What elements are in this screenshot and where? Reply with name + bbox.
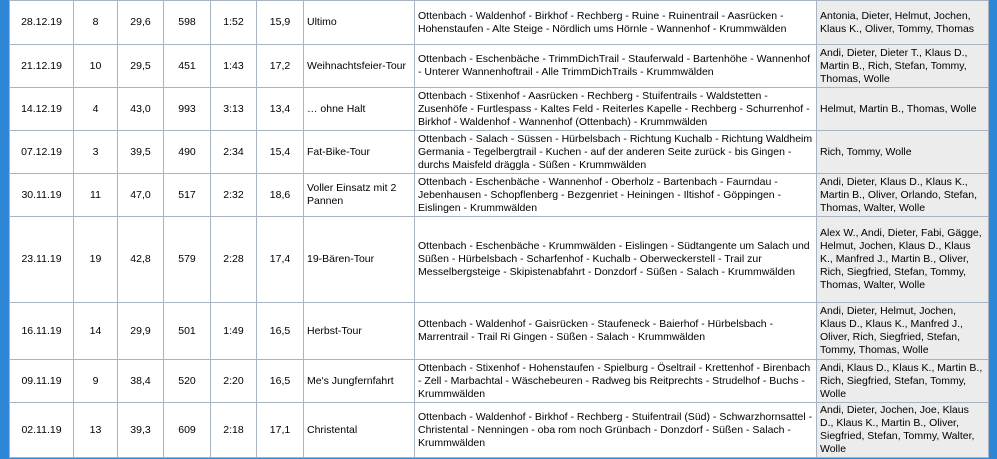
participants-cell: 8	[74, 1, 118, 45]
elevation-cell: 451	[164, 45, 211, 88]
riders-cell: Andi, Dieter, Dieter T., Klaus D., Martin B., Rich, Stefan, Tommy, Thomas, Wolle	[817, 45, 989, 88]
speed-cell: 15,9	[257, 1, 304, 45]
participants-cell: 9	[74, 360, 118, 403]
route-cell: Ottenbach - Eschenbäche - TrimmDichTrail - Stauferwald - Bartenhöhe - Wannenhof - Unterer Wannenhoftrail - Alle TrimmDichTrails - Krummwälden	[415, 45, 817, 88]
elevation-cell: 579	[164, 217, 211, 303]
table-row	[10, 1, 989, 45]
route-cell: Ottenbach - Stixenhof - Hohenstaufen - Spielburg - Öseltrail - Krettenhof - Birenbach - Zell - Marbachtal - Wäschebeuren - Radweg bis Reitprechts - Strudelhof - Buchs - Krummwälden	[415, 360, 817, 403]
title-cell: Weihnachtsfeier-Tour	[304, 45, 415, 88]
date-cell: 16.11.19	[10, 303, 74, 360]
riders-cell: Andi, Dieter, Helmut, Jochen, Klaus D., Klaus K., Manfred J., Oliver, Rich, Siegfried, Stefan, Tommy, Thomas, Wolle	[817, 303, 989, 360]
riders-cell: Helmut, Martin B., Thomas, Wolle	[817, 88, 989, 131]
distance-cell: 43,0	[118, 88, 164, 131]
speed-cell: 16,5	[257, 303, 304, 360]
date-cell: 23.11.19	[10, 217, 74, 303]
elevation-cell: 501	[164, 303, 211, 360]
route-cell: Ottenbach - Waldenhof - Gaisrücken - Staufeneck - Baierhof - Hürbelsbach - Marrentrail - Trail Ri Gingen - Süßen - Salach - Krummwälden	[415, 303, 817, 360]
route-cell: Ottenbach - Salach - Süssen - Hürbelsbach - Richtung Kuchalb - Richtung Waldheim Germania - Tegelbergtrail - Kuchen - auf der anderen Seite zurück - bis Gingen - durchs Maisfeld dräggla - Süßen - Krummwälden	[415, 131, 817, 174]
distance-cell: 42,8	[118, 217, 164, 303]
riders-cell: Andi, Dieter, Jochen, Joe, Klaus D., Klaus K., Martin B., Oliver, Siegfried, Stefan, Tommy, Walter, Wolle	[817, 403, 989, 458]
route-cell: Ottenbach - Stixenhof - Aasrücken - Rechberg - Stuifentrails - Waldstetten - Zusenhöfe - Furtlespass - Kaltes Feld - Reiterles Kapelle - Rechberg - Schurrenhof - Birkhof - Waldenhof - Wannenhof (Ottenbach) - Krummwälden	[415, 88, 817, 131]
duration-cell: 2:34	[211, 131, 257, 174]
duration-cell: 2:32	[211, 174, 257, 217]
speed-cell: 16,5	[257, 360, 304, 403]
elevation-cell: 598	[164, 1, 211, 45]
route-cell: Ottenbach - Waldenhof - Birkhof - Rechberg - Stuifentrail (Süd) - Schwarzhornsattel - Christental - Nenningen - oba rom noch Grünbach - Donzdorf - Süßen - Salach - Krummwälden	[415, 403, 817, 458]
distance-cell: 39,3	[118, 403, 164, 458]
duration-cell: 1:49	[211, 303, 257, 360]
riders-cell: Andi, Dieter, Klaus D., Klaus K., Martin B., Oliver, Orlando, Stefan, Thomas, Walter, Wolle	[817, 174, 989, 217]
title-cell: Ultimo	[304, 1, 415, 45]
title-cell: … ohne Halt	[304, 88, 415, 131]
elevation-cell: 490	[164, 131, 211, 174]
distance-cell: 29,6	[118, 1, 164, 45]
route-cell: Ottenbach - Eschenbäche - Wannenhof - Oberholz - Bartenbach - Faurndau - Jebenhausen - Schopflenberg - Bezgenriet - Heiningen - Iltishof - Göppingen - Eislingen - Krummwälden	[415, 174, 817, 217]
riders-cell: Antonia, Dieter, Helmut, Jochen, Klaus K., Oliver, Tommy, Thomas	[817, 1, 989, 45]
table-row	[10, 45, 989, 88]
participants-cell: 11	[74, 174, 118, 217]
date-cell: 07.12.19	[10, 131, 74, 174]
participants-cell: 4	[74, 88, 118, 131]
duration-cell: 1:52	[211, 1, 257, 45]
speed-cell: 17,1	[257, 403, 304, 458]
table-body	[10, 1, 989, 458]
participants-cell: 3	[74, 131, 118, 174]
table-row	[10, 403, 989, 458]
table-row	[10, 174, 989, 217]
route-cell: Ottenbach - Eschenbäche - Krummwälden - Eislingen - Südtangente um Salach und Süßen - Hürbelsbach - Scharfenhof - Kuchalb - Oberweckerstell - Trail zur Messelbergsteige - Skipistenabfahrt - Donzdorf - Süßen - Salach - Krummwälden	[415, 217, 817, 303]
table-row	[10, 131, 989, 174]
participants-cell: 14	[74, 303, 118, 360]
table-row	[10, 303, 989, 360]
title-cell: Fat-Bike-Tour	[304, 131, 415, 174]
title-cell: 19-Bären-Tour	[304, 217, 415, 303]
tour-log-table	[9, 0, 989, 458]
title-cell: Me's Jungfernfahrt	[304, 360, 415, 403]
duration-cell: 2:28	[211, 217, 257, 303]
distance-cell: 39,5	[118, 131, 164, 174]
riders-cell: Andi, Klaus D., Klaus K., Martin B., Rich, Siegfried, Stefan, Tommy, Wolle	[817, 360, 989, 403]
date-cell: 28.12.19	[10, 1, 74, 45]
riders-cell: Alex W., Andi, Dieter, Fabi, Gägge, Helmut, Jochen, Klaus D., Klaus K., Manfred J., Martin B., Oliver, Rich, Siegfried, Stefan, Tommy, Thomas, Walter, Wolle	[817, 217, 989, 303]
speed-cell: 17,2	[257, 45, 304, 88]
participants-cell: 19	[74, 217, 118, 303]
title-cell: Herbst-Tour	[304, 303, 415, 360]
speed-cell: 13,4	[257, 88, 304, 131]
distance-cell: 29,5	[118, 45, 164, 88]
elevation-cell: 517	[164, 174, 211, 217]
title-cell: Christental	[304, 403, 415, 458]
date-cell: 02.11.19	[10, 403, 74, 458]
distance-cell: 47,0	[118, 174, 164, 217]
table-row	[10, 360, 989, 403]
title-cell: Voller Einsatz mit 2 Pannen	[304, 174, 415, 217]
speed-cell: 18,6	[257, 174, 304, 217]
table-row	[10, 88, 989, 131]
duration-cell: 1:43	[211, 45, 257, 88]
route-cell: Ottenbach - Waldenhof - Birkhof - Rechberg - Ruine - Ruinentrail - Aasrücken - Hohenstaufen - Alte Steige - Nördlich ums Hörnle - Wannenhof - Krummwälden	[415, 1, 817, 45]
elevation-cell: 609	[164, 403, 211, 458]
duration-cell: 2:20	[211, 360, 257, 403]
date-cell: 14.12.19	[10, 88, 74, 131]
date-cell: 30.11.19	[10, 174, 74, 217]
riders-cell: Rich, Tommy, Wolle	[817, 131, 989, 174]
distance-cell: 29,9	[118, 303, 164, 360]
table-row	[10, 217, 989, 303]
speed-cell: 17,4	[257, 217, 304, 303]
distance-cell: 38,4	[118, 360, 164, 403]
speed-cell: 15,4	[257, 131, 304, 174]
participants-cell: 13	[74, 403, 118, 458]
date-cell: 09.11.19	[10, 360, 74, 403]
date-cell: 21.12.19	[10, 45, 74, 88]
elevation-cell: 520	[164, 360, 211, 403]
elevation-cell: 993	[164, 88, 211, 131]
duration-cell: 3:13	[211, 88, 257, 131]
duration-cell: 2:18	[211, 403, 257, 458]
participants-cell: 10	[74, 45, 118, 88]
